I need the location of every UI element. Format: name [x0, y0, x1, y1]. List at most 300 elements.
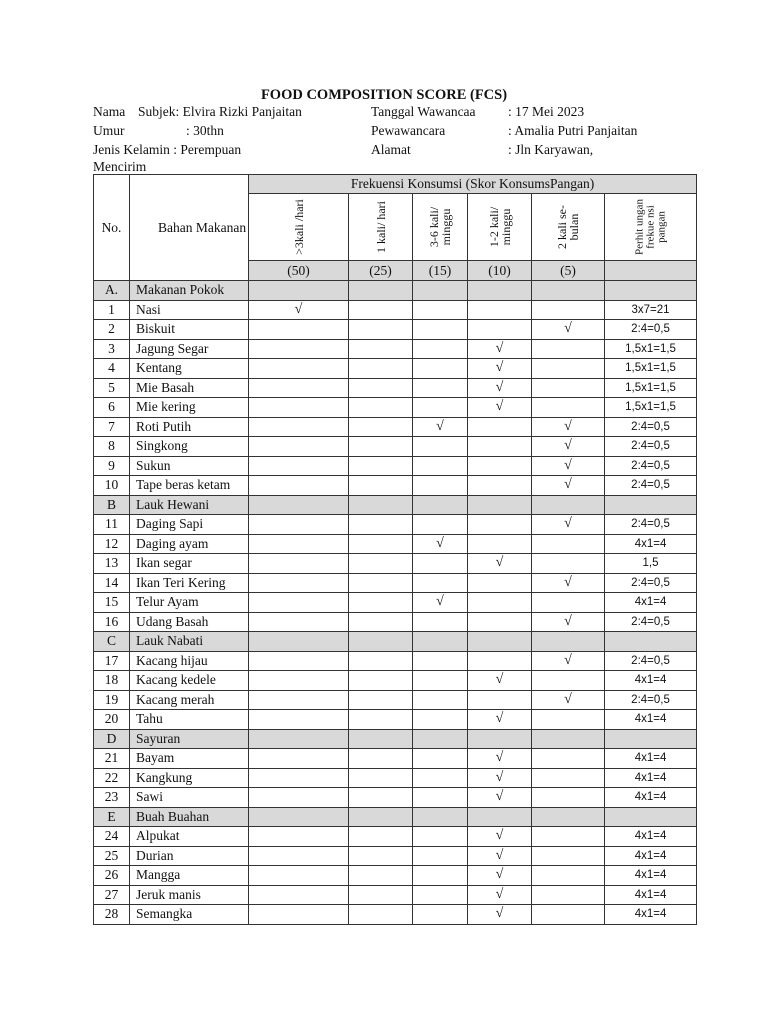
empty-cell: [413, 476, 468, 496]
frequency-calculation: 1,5x1=1,5: [605, 339, 697, 359]
empty-cell: [532, 671, 605, 691]
table-row: [94, 300, 697, 320]
empty-cell: [249, 339, 349, 359]
table-row: [94, 456, 697, 476]
empty-cell: [349, 866, 413, 886]
alamat-label: Alamat: [371, 142, 411, 157]
empty-cell: [249, 905, 349, 925]
check-mark: √: [468, 554, 532, 574]
empty-cell: [413, 710, 468, 730]
frequency-calculation: 4x1=4: [605, 710, 697, 730]
table-row: [94, 768, 697, 788]
empty-cell: [532, 866, 605, 886]
freq-col-header: 1-2 kali/ minggu: [486, 206, 513, 248]
empty-cell: [532, 905, 605, 925]
check-mark: √: [468, 768, 532, 788]
frequency-calculation: 2:4=0,5: [605, 456, 697, 476]
empty-cell: [413, 866, 468, 886]
check-mark: √: [413, 534, 468, 554]
empty-cell: [249, 378, 349, 398]
food-name: Kacang kedele: [130, 671, 249, 691]
category-name: Lauk Nabati: [130, 632, 249, 652]
empty-cell: [249, 749, 349, 769]
check-mark: √: [532, 320, 605, 340]
check-mark: √: [468, 827, 532, 847]
check-mark: √: [532, 456, 605, 476]
frequency-calculation: 4x1=4: [605, 905, 697, 925]
food-name: Tape beras ketam: [130, 476, 249, 496]
calc-header: Perhit ungan frekue nsi pangan: [633, 199, 668, 255]
empty-cell: [349, 456, 413, 476]
check-mark: √: [468, 846, 532, 866]
empty-cell: [349, 359, 413, 379]
empty-cell: [349, 905, 413, 925]
empty-cell: [249, 846, 349, 866]
table-row: [94, 885, 697, 905]
frequency-calculation: 4x1=4: [605, 534, 697, 554]
empty-cell: [532, 359, 605, 379]
row-number: 18: [94, 671, 130, 691]
empty-cell: [413, 846, 468, 866]
frequency-calculation: 2:4=0,5: [605, 437, 697, 457]
food-name: Ikan segar: [130, 554, 249, 574]
frequency-calculation: 2:4=0,5: [605, 476, 697, 496]
row-number: 21: [94, 749, 130, 769]
empty-cell: [468, 573, 532, 593]
row-number: 24: [94, 827, 130, 847]
empty-cell: [413, 749, 468, 769]
check-mark: √: [413, 593, 468, 613]
empty-cell: [349, 417, 413, 437]
empty-cell: [349, 768, 413, 788]
row-number: 9: [94, 456, 130, 476]
table-row: [94, 749, 697, 769]
empty-cell: [532, 593, 605, 613]
pewawancara-value: : Amalia Putri Panjaitan: [508, 123, 638, 138]
check-mark: √: [532, 651, 605, 671]
empty-cell: [532, 807, 605, 827]
empty-cell: [532, 554, 605, 574]
row-number: 8: [94, 437, 130, 457]
row-number: 15: [94, 593, 130, 613]
check-mark: √: [532, 612, 605, 632]
empty-cell: [468, 300, 532, 320]
empty-cell: [413, 632, 468, 652]
empty-cell: [249, 768, 349, 788]
empty-cell: [413, 651, 468, 671]
row-number: 28: [94, 905, 130, 925]
table-row: [94, 339, 697, 359]
frequency-calculation: 2:4=0,5: [605, 320, 697, 340]
food-name: Bayam: [130, 749, 249, 769]
category-row: [94, 807, 697, 827]
empty-cell: [249, 651, 349, 671]
empty-cell: [349, 807, 413, 827]
fcs-table-body: [94, 281, 697, 925]
empty-cell: [532, 768, 605, 788]
food-name: Kacang hijau: [130, 651, 249, 671]
empty-cell: [413, 612, 468, 632]
nama-value: Subjek: Elvira Rizki Panjaitan: [138, 104, 302, 119]
empty-cell: [532, 827, 605, 847]
check-mark: √: [413, 417, 468, 437]
row-number: 25: [94, 846, 130, 866]
empty-cell: [249, 476, 349, 496]
frequency-calculation: 2:4=0,5: [605, 690, 697, 710]
table-row: [94, 378, 697, 398]
nama-label: Nama: [93, 104, 126, 119]
table-row: [94, 573, 697, 593]
row-number: 3: [94, 339, 130, 359]
row-number: B: [94, 495, 130, 515]
row-number: 5: [94, 378, 130, 398]
food-name: Daging ayam: [130, 534, 249, 554]
empty-cell: [468, 417, 532, 437]
empty-cell: [249, 710, 349, 730]
umur-label: Umur: [93, 123, 125, 138]
row-number: E: [94, 807, 130, 827]
empty-cell: [349, 651, 413, 671]
empty-cell: [413, 320, 468, 340]
food-name: Kacang merah: [130, 690, 249, 710]
empty-cell: [468, 515, 532, 535]
empty-cell: [532, 885, 605, 905]
freq-col-header: 2 kali se- bulan: [555, 205, 581, 249]
empty-cell: [249, 573, 349, 593]
empty-cell: [249, 593, 349, 613]
frequency-calculation: 1,5x1=1,5: [605, 378, 697, 398]
food-name: Telur Ayam: [130, 593, 249, 613]
food-name: Mangga: [130, 866, 249, 886]
alamat-value: : Jln Karyawan,: [508, 142, 594, 157]
food-name: Sawi: [130, 788, 249, 808]
freq-score: (25): [349, 261, 413, 281]
table-row: [94, 671, 697, 691]
table-row: [94, 788, 697, 808]
empty-cell: [532, 846, 605, 866]
empty-cell: [249, 495, 349, 515]
freq-col-header: 1 kali/ hari: [373, 201, 388, 253]
empty-cell: [468, 437, 532, 457]
frequency-calculation: 3x7=21: [605, 300, 697, 320]
no-header: No.: [94, 175, 130, 281]
row-number: A.: [94, 281, 130, 301]
empty-cell: [413, 398, 468, 418]
freq-score: (5): [532, 261, 605, 281]
check-mark: √: [532, 515, 605, 535]
empty-cell: [413, 827, 468, 847]
row-number: 27: [94, 885, 130, 905]
food-name: Ikan Teri Kering: [130, 573, 249, 593]
empty-cell: [468, 495, 532, 515]
check-mark: √: [468, 710, 532, 730]
category-name: Makanan Pokok: [130, 281, 249, 301]
category-name: Lauk Hewani: [130, 495, 249, 515]
empty-cell: [349, 690, 413, 710]
empty-cell: [468, 281, 532, 301]
empty-cell: [349, 729, 413, 749]
empty-cell: [249, 827, 349, 847]
empty-cell: [413, 573, 468, 593]
empty-cell: [413, 788, 468, 808]
food-name: Jagung Segar: [130, 339, 249, 359]
table-row: [94, 534, 697, 554]
empty-cell: [413, 671, 468, 691]
food-name: Mie kering: [130, 398, 249, 418]
frequency-calculation: [605, 729, 697, 749]
food-name: Biskuit: [130, 320, 249, 340]
row-number: 16: [94, 612, 130, 632]
row-number: 17: [94, 651, 130, 671]
empty-cell: [249, 729, 349, 749]
empty-cell: [349, 339, 413, 359]
frequency-calculation: 4x1=4: [605, 846, 697, 866]
jenis-kelamin: Jenis Kelamin : Perempuan: [93, 142, 242, 157]
empty-cell: [468, 807, 532, 827]
row-number: 14: [94, 573, 130, 593]
table-row: [94, 710, 697, 730]
empty-cell: [532, 398, 605, 418]
check-mark: √: [468, 398, 532, 418]
empty-cell: [249, 515, 349, 535]
frequency-calculation: 2:4=0,5: [605, 612, 697, 632]
row-number: 2: [94, 320, 130, 340]
empty-cell: [413, 515, 468, 535]
empty-cell: [468, 534, 532, 554]
category-name: Buah Buahan: [130, 807, 249, 827]
frequency-calculation: 2:4=0,5: [605, 573, 697, 593]
table-row: [94, 476, 697, 496]
check-mark: √: [468, 905, 532, 925]
row-number: 11: [94, 515, 130, 535]
empty-cell: [249, 866, 349, 886]
frequency-calculation: 1,5: [605, 554, 697, 574]
empty-cell: [413, 768, 468, 788]
empty-cell: [349, 671, 413, 691]
table-row: [94, 593, 697, 613]
check-mark: √: [249, 300, 349, 320]
empty-cell: [468, 690, 532, 710]
frequency-calculation: [605, 632, 697, 652]
empty-cell: [249, 320, 349, 340]
freq-score: (10): [468, 261, 532, 281]
food-name: Roti Putih: [130, 417, 249, 437]
check-mark: √: [468, 378, 532, 398]
empty-cell: [413, 359, 468, 379]
frequency-calculation: 4x1=4: [605, 885, 697, 905]
empty-cell: [249, 885, 349, 905]
food-name: Kentang: [130, 359, 249, 379]
frequency-calculation: 4x1=4: [605, 827, 697, 847]
check-mark: √: [532, 690, 605, 710]
freq-score: (50): [249, 261, 349, 281]
check-mark: √: [532, 476, 605, 496]
food-name: Mie Basah: [130, 378, 249, 398]
empty-cell: [349, 515, 413, 535]
food-name: Nasi: [130, 300, 249, 320]
frequency-calculation: 1,5x1=1,5: [605, 398, 697, 418]
empty-cell: [468, 729, 532, 749]
empty-cell: [349, 612, 413, 632]
empty-cell: [532, 788, 605, 808]
category-row: [94, 495, 697, 515]
row-number: 6: [94, 398, 130, 418]
table-row: [94, 515, 697, 535]
bahan-header: Bahan Makanan: [130, 175, 249, 281]
document-title: FOOD COMPOSITION SCORE (FCS): [260, 87, 508, 103]
food-name: Udang Basah: [130, 612, 249, 632]
freq-score: (15): [413, 261, 468, 281]
empty-cell: [532, 534, 605, 554]
row-number: 22: [94, 768, 130, 788]
empty-cell: [349, 710, 413, 730]
empty-cell: [532, 632, 605, 652]
empty-cell: [413, 905, 468, 925]
table-row: [94, 359, 697, 379]
frequency-calculation: 1,5x1=1,5: [605, 359, 697, 379]
food-name: Daging Sapi: [130, 515, 249, 535]
empty-cell: [413, 807, 468, 827]
category-row: [94, 632, 697, 652]
food-name: Kangkung: [130, 768, 249, 788]
frequency-calculation: 4x1=4: [605, 593, 697, 613]
frequency-calculation: 4x1=4: [605, 788, 697, 808]
empty-cell: [532, 729, 605, 749]
empty-cell: [349, 378, 413, 398]
empty-cell: [249, 534, 349, 554]
table-row: [94, 651, 697, 671]
empty-cell: [468, 320, 532, 340]
empty-cell: [349, 573, 413, 593]
pewawancara-label: Pewawancara: [371, 123, 446, 138]
food-name: Durian: [130, 846, 249, 866]
empty-cell: [349, 827, 413, 847]
empty-cell: [249, 788, 349, 808]
empty-cell: [249, 456, 349, 476]
empty-cell: [249, 554, 349, 574]
empty-cell: [413, 885, 468, 905]
empty-cell: [468, 612, 532, 632]
frequency-calculation: 2:4=0,5: [605, 515, 697, 535]
empty-cell: [349, 495, 413, 515]
category-name: Sayuran: [130, 729, 249, 749]
empty-cell: [249, 359, 349, 379]
empty-cell: [413, 495, 468, 515]
row-number: 4: [94, 359, 130, 379]
row-number: 7: [94, 417, 130, 437]
empty-cell: [532, 300, 605, 320]
frequency-calculation: [605, 281, 697, 301]
check-mark: √: [532, 417, 605, 437]
empty-cell: [413, 729, 468, 749]
empty-cell: [413, 554, 468, 574]
frequency-calculation: 2:4=0,5: [605, 651, 697, 671]
empty-cell: [349, 300, 413, 320]
empty-cell: [349, 749, 413, 769]
empty-cell: [349, 281, 413, 301]
check-mark: √: [468, 339, 532, 359]
empty-cell: [349, 846, 413, 866]
empty-cell: [249, 632, 349, 652]
row-number: 13: [94, 554, 130, 574]
food-name: Alpukat: [130, 827, 249, 847]
table-row: [94, 827, 697, 847]
empty-cell: [349, 885, 413, 905]
umur-value: : 30thn: [186, 123, 224, 138]
row-number: 1: [94, 300, 130, 320]
empty-cell: [532, 749, 605, 769]
empty-cell: [349, 632, 413, 652]
tanggal-label: Tanggal Wawancaa: [371, 104, 476, 119]
alamat-continuation: Mencirim: [93, 159, 147, 174]
empty-cell: [349, 593, 413, 613]
empty-cell: [349, 534, 413, 554]
food-name: Singkong: [130, 437, 249, 457]
table-row: [94, 866, 697, 886]
tanggal-value: : 17 Mei 2023: [508, 104, 585, 119]
freq-col-header: 3-6 kali/ minggu: [427, 206, 453, 248]
empty-cell: [249, 398, 349, 418]
table-row: [94, 612, 697, 632]
empty-cell: [249, 417, 349, 437]
row-number: 19: [94, 690, 130, 710]
empty-cell: [349, 320, 413, 340]
empty-cell: [413, 456, 468, 476]
check-mark: √: [468, 788, 532, 808]
row-number: D: [94, 729, 130, 749]
check-mark: √: [468, 885, 532, 905]
row-number: 10: [94, 476, 130, 496]
empty-cell: [249, 612, 349, 632]
empty-cell: [249, 671, 349, 691]
empty-cell: [249, 807, 349, 827]
row-number: 12: [94, 534, 130, 554]
frequency-calculation: [605, 807, 697, 827]
row-number: 23: [94, 788, 130, 808]
table-row: [94, 417, 697, 437]
row-number: C: [94, 632, 130, 652]
empty-cell: [532, 378, 605, 398]
empty-cell: [532, 281, 605, 301]
frequency-calculation: 4x1=4: [605, 749, 697, 769]
empty-cell: [249, 281, 349, 301]
check-mark: √: [532, 573, 605, 593]
category-row: [94, 281, 697, 301]
check-mark: √: [532, 437, 605, 457]
empty-cell: [468, 632, 532, 652]
empty-cell: [349, 398, 413, 418]
food-name: Tahu: [130, 710, 249, 730]
empty-cell: [468, 456, 532, 476]
category-row: [94, 729, 697, 749]
check-mark: √: [468, 749, 532, 769]
empty-cell: [532, 710, 605, 730]
empty-cell: [413, 339, 468, 359]
empty-cell: [349, 476, 413, 496]
frequency-calculation: 4x1=4: [605, 671, 697, 691]
empty-cell: [468, 651, 532, 671]
table-row: [94, 846, 697, 866]
food-name: Sukun: [130, 456, 249, 476]
table-row: [94, 320, 697, 340]
frequency-header: Frekuensi Konsumsi (Skor KonsumsPangan): [249, 175, 697, 194]
empty-cell: [468, 476, 532, 496]
frequency-calculation: 4x1=4: [605, 768, 697, 788]
empty-cell: [532, 339, 605, 359]
empty-cell: [413, 690, 468, 710]
empty-cell: [249, 690, 349, 710]
food-name: Semangka: [130, 905, 249, 925]
